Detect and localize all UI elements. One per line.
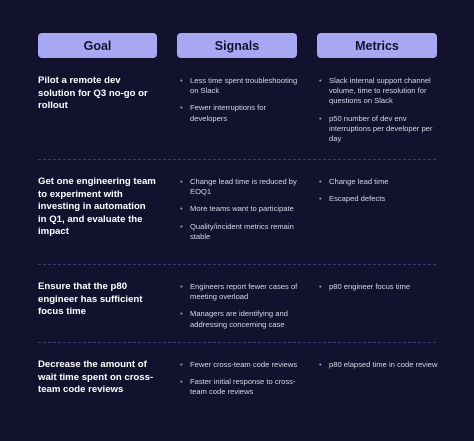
signal-item: • Managers are identifying and addressing concerning case (180, 309, 305, 329)
goal-text-row-4: Decrease the amount of wait time spent on cross-team code reviews (38, 359, 154, 395)
row-divider (38, 342, 436, 343)
goal-text-row-2: Get one engineering team to experiment with investing in automation in Q1, and evaluate the impact (38, 176, 156, 237)
signal-item: • Fewer interruptions for developers (180, 103, 305, 123)
metrics-list-row-1 (319, 76, 444, 151)
metric-item: • p50 number of dev env interruptions per developer per day (319, 114, 444, 145)
signals-list-row-3 (180, 282, 305, 337)
metrics-list-row-3 (319, 282, 444, 299)
signals-list-row-4 (180, 360, 305, 405)
row-divider (38, 264, 436, 265)
signals-list-row-1 (180, 76, 305, 131)
goal-column-header: Goal (38, 33, 157, 58)
row-divider (38, 159, 436, 160)
metric-item: • p80 elapsed time in code review (319, 360, 444, 370)
metric-item: • Change lead time (319, 177, 444, 187)
goal-text-row-3: Ensure that the p80 engineer has sufficient focus time (38, 281, 143, 317)
signal-item: • More teams want to participate (180, 204, 305, 214)
signal-item: • Fewer cross-team code reviews (180, 360, 305, 370)
signal-item: • Less time spent troubleshooting on Slack (180, 76, 305, 96)
metrics-list-row-2 (319, 177, 444, 211)
goal-text-row-1: Pilot a remote dev solution for Q3 no-go or rollout (38, 75, 148, 111)
signals-column-header: Signals (177, 33, 297, 58)
signal-item: • Change lead time is reduced by EOQ1 (180, 177, 305, 197)
metric-item: • Escaped defects (319, 194, 444, 204)
metrics-list-row-4 (319, 360, 444, 377)
signal-item: • Engineers report fewer cases of meeting overload (180, 282, 305, 302)
metrics-column-header: Metrics (317, 33, 437, 58)
signal-item: • Quality/incident metrics remain stable (180, 222, 305, 242)
signals-list-row-2 (180, 177, 305, 249)
metric-item: • Slack internal support channel volume, time to resolution for questions on Slack (319, 76, 444, 107)
signal-item: • Faster initial response to cross-team code reviews (180, 377, 305, 397)
metric-item: • p80 engineer focus time (319, 282, 444, 292)
